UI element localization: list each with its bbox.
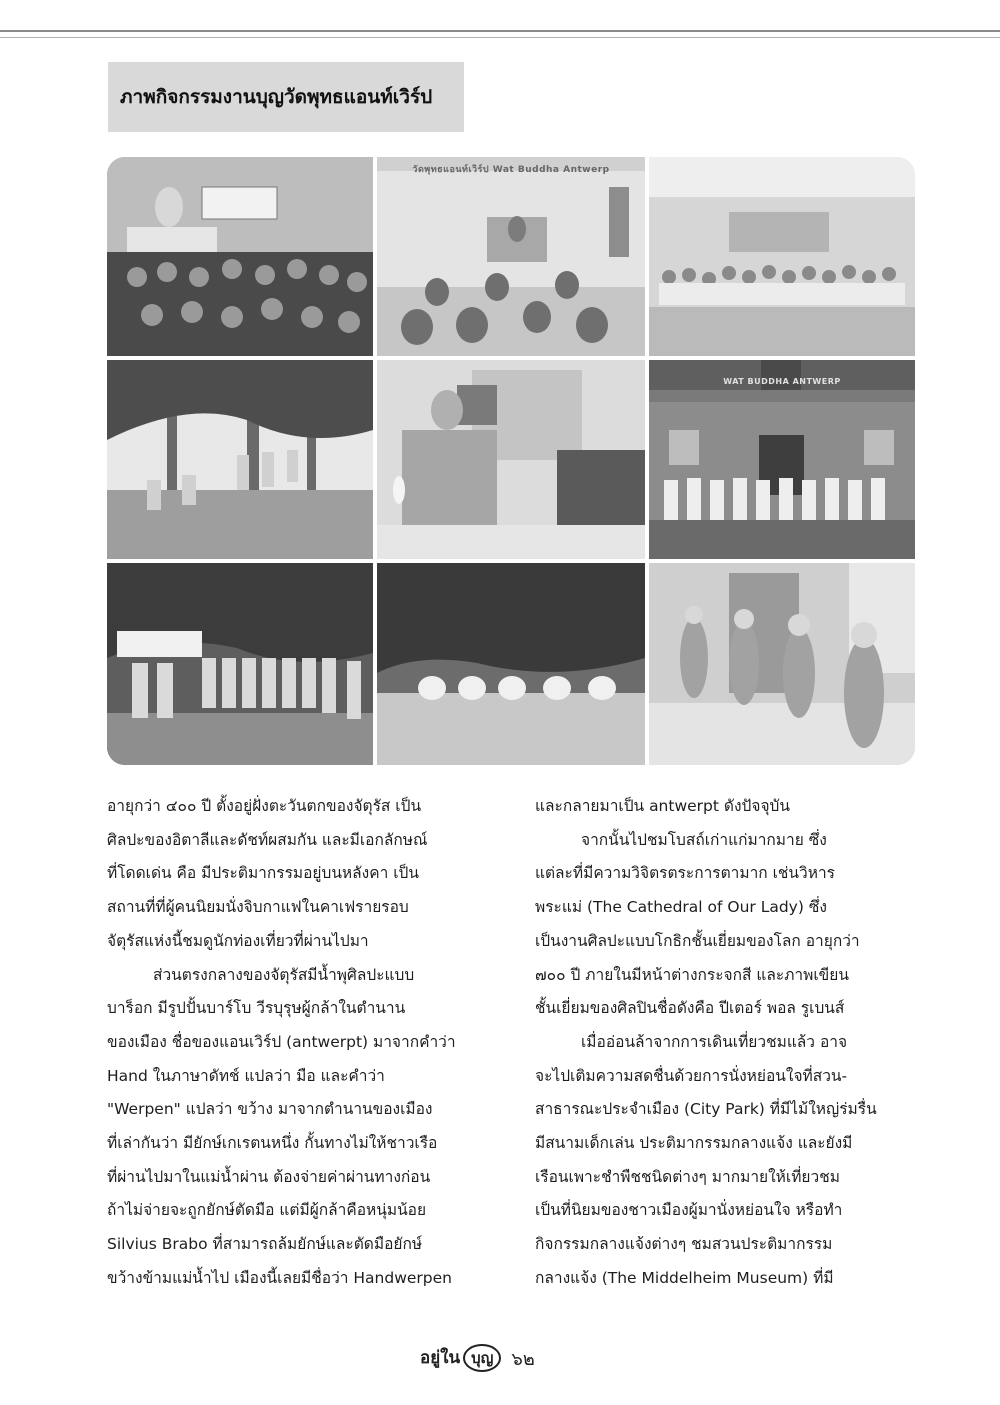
- photo-large-gathering: [649, 157, 915, 356]
- left-line-4: สถานที่ที่ผู้คนนิยมนั่งจิบกาแฟในคาเฟรายรอบ: [107, 898, 409, 917]
- right-line-5: เป็นงานศิลปะแบบโกธิกชั้นเยี่ยมของโลก อายุกว่า: [535, 931, 860, 950]
- right-line-4: พระแม่ (The Cathedral of Our Lady) ซึ่ง: [535, 898, 827, 917]
- right-line-1: และกลายมาเป็น antwerpt ดังปัจจุบัน: [535, 797, 790, 815]
- left-line-12: ที่ผ่านไปมาในแม่น้ำผ่าน ต้องจ่ายค่าผ่านทางก่อน: [107, 1167, 431, 1186]
- right-line-9: จะไปเติมความสดชื่นด้วยการนั่งหย่อนใจที่สวน-: [535, 1066, 848, 1085]
- right-line-3: แต่ละที่มีความวิจิตรตระการตามาก เช่นวิหาร: [535, 864, 835, 883]
- left-line-11: ที่เล่ากันว่า มียักษ์เกเรตนหนึ่ง กั้นทางไม่ให้ชาวเรือ: [107, 1134, 438, 1153]
- photo-monks-walking-path: [107, 360, 373, 559]
- photo-meditation-lawn: [377, 563, 645, 765]
- left-line-7: บาร็อก มีรูปปั้นบาร์โบ วีรบุรุษผู้กล้าในตำนาน: [107, 999, 406, 1018]
- photo-temple-sign: WAT BUDDHA ANTWERP: [723, 377, 841, 386]
- photo-group-at-altar: [107, 157, 373, 356]
- left-line-13: ถ้าไม่จ่ายจะถูกยักษ์ตัดมือ แต่มีผู้กล้าคือหนุ่มน้อย: [107, 1201, 427, 1220]
- right-line-7: ชั้นเยี่ยมของศิลปินชื่อดังคือ ปีเตอร์ พอล รูเบนส์: [535, 999, 845, 1018]
- magazine-logo-text: อยู่ใน: [420, 1348, 461, 1368]
- photo-group-at-temple-building-image: [649, 360, 915, 559]
- section-heading: ภาพกิจกรรมงานบุญวัดพุทธแอนท์เวิร์ป: [120, 86, 433, 108]
- left-line-15: ขว้างข้ามแม่น้ำไป เมืองนี้เลยมีชื่อว่า Handwerpen: [107, 1268, 453, 1287]
- photo-group-at-altar-image: [107, 157, 373, 356]
- right-line-8: เมื่ออ่อนล้าจากการเดินเที่ยวชมแล้ว อาจ: [581, 1032, 848, 1051]
- left-line-5: จัตุรัสแห่งนี้ชมดูนักท่องเที่ยวที่ผ่านไปมา: [107, 931, 369, 950]
- photo-large-gathering-image: [649, 157, 915, 356]
- left-line-1: อายุกว่า ๔๐๐ ปี ตั้งอยู่ฝั่งตะวันตกของจัตุรัส เป็น: [107, 797, 422, 815]
- photo-hall-ceremony-image: [377, 157, 645, 356]
- left-column: [107, 790, 487, 1296]
- right-column: [535, 790, 915, 1296]
- left-line-6: ส่วนตรงกลางของจัตุรัสมีน้ำพุศิลปะแบบ: [153, 965, 415, 984]
- photo-hall-ceremony: [377, 157, 645, 356]
- top-rule-thin: [0, 37, 1000, 38]
- photo-grid: [107, 157, 915, 765]
- right-line-6: ๗๐๐ ปี ภายในมีหน้าต่างกระจกสี และภาพเขียน: [535, 965, 849, 984]
- left-line-10: "Werpen" แปลว่า ขว้าง มาจากตำนานของเมือง: [107, 1100, 433, 1119]
- page-footer: [420, 1340, 535, 1376]
- right-line-12: เรือนเพาะชำพืชชนิดต่างๆ มากมายให้เที่ยวชม: [535, 1167, 840, 1186]
- left-line-3: ที่โดดเด่น คือ มีประติมากรรมอยู่บนหลังคา เป็น: [107, 864, 419, 883]
- photo-outdoor-group-banner-image: [107, 563, 373, 765]
- left-line-8: ของเมือง ชื่อของแอนเวิร์ป (antwerpt) มาจากคำว่า: [107, 1032, 456, 1051]
- right-line-2: จากนั้นไปชมโบสถ์เก่าแก่มากมาย ซึ่ง: [581, 830, 827, 849]
- left-line-2: ศิลปะของอิตาลีและดัชท์ผสมกัน และมีเอกลักษณ์: [107, 830, 428, 849]
- photo-novices-praying: [649, 563, 915, 765]
- page-number: ๖๒: [511, 1348, 535, 1370]
- magazine-logo-circle: บุญ: [463, 1344, 501, 1372]
- photo-monk-receiving-offering-image: [377, 360, 645, 559]
- section-heading-box: [108, 62, 464, 132]
- magazine-logo: [420, 1344, 501, 1372]
- right-line-10: สาธารณะประจำเมือง (City Park) ที่มีไม้ใหญ่ร่มรื่น: [535, 1100, 877, 1119]
- right-line-11: มีสนามเด็กเล่น ประติมากรรมกลางแจ้ง และยังมี: [535, 1134, 853, 1153]
- right-line-15: กลางแจ้ง (The Middelheim Museum) ที่มี: [535, 1268, 834, 1287]
- left-line-14: Silvius Brabo ที่สามารถล้มยักษ์และตัดมือยักษ์: [107, 1235, 423, 1254]
- photo-novices-praying-image: [649, 563, 915, 765]
- top-rule: [0, 30, 1000, 32]
- photo-monk-receiving-offering: [377, 360, 645, 559]
- photo-monks-walking-path-image: [107, 360, 373, 559]
- photo-outdoor-group-banner: [107, 563, 373, 765]
- right-line-13: เป็นที่นิยมของชาวเมืองผู้มานั่งหย่อนใจ หรือทำ: [535, 1201, 843, 1220]
- photo-group-at-temple-building: [649, 360, 915, 559]
- right-line-14: กิจกรรมกลางแจ้งต่างๆ ชมสวนประติมากรรม: [535, 1235, 833, 1254]
- left-line-9: Hand ในภาษาดัทช์ แปลว่า มือ และคำว่า: [107, 1066, 385, 1085]
- photo-meditation-lawn-image: [377, 563, 645, 765]
- photo-hall-sign: วัดพุทธแอนท์เวิร์ป Wat Buddha Antwerp: [412, 165, 610, 175]
